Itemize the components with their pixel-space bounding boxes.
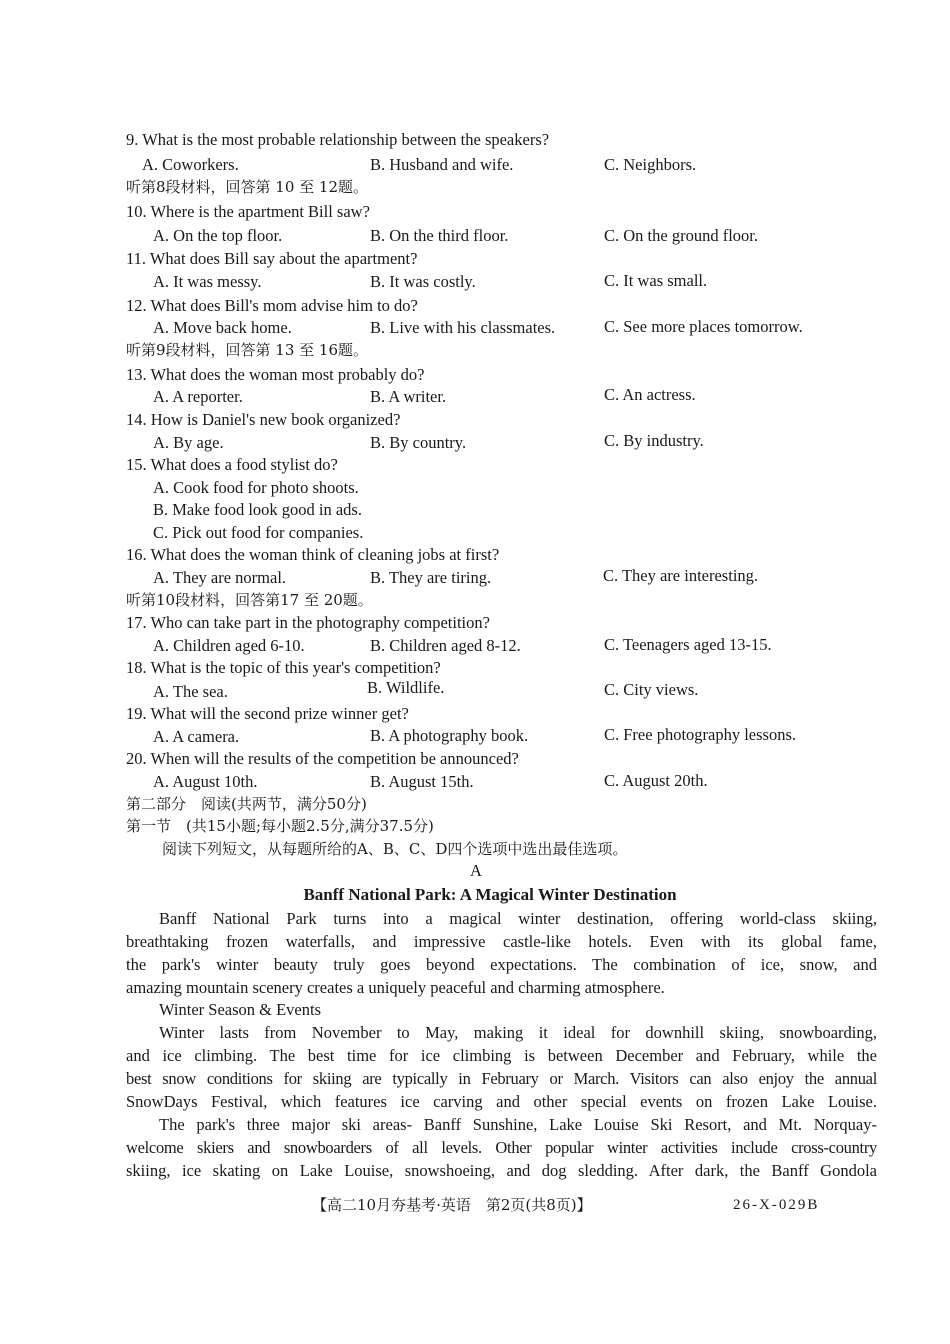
- option-b: B. August 15th.: [370, 772, 474, 791]
- listening-instruction: 听第10段材料，回答第17 至 20题。: [126, 591, 373, 609]
- passage-subheading: Winter Season & Events: [159, 1000, 322, 1019]
- option-a: A. They are normal.: [153, 568, 287, 587]
- passage-line: Banff National Park turns into a magical winter destination, offering world-class skiing,: [159, 909, 877, 928]
- option-a: A. The sea.: [153, 682, 228, 701]
- option-b: B. They are tiring.: [370, 568, 492, 587]
- passage-line: welcome skiers and snowboarders of all levels. Other popular winter activities include cross-country: [126, 1138, 877, 1157]
- passage-line: The park's three major ski areas- Banff Sunshine, Lake Louise Ski Resort, and Mt. Norquay-: [159, 1115, 877, 1134]
- option-a: A. Children aged 6-10.: [153, 636, 305, 655]
- question-16: 16. What does the woman think of cleaning jobs at first?: [126, 545, 500, 564]
- option-b: B. Make food look good in ads.: [153, 500, 362, 519]
- question-12: 12. What does Bill's mom advise him to do?: [126, 296, 418, 315]
- passage-label: A: [470, 861, 482, 880]
- option-a: A. It was messy.: [153, 272, 262, 291]
- option-a: A. On the top floor.: [153, 226, 283, 245]
- question-19: 19. What will the second prize winner get?: [126, 704, 409, 723]
- passage-line: skiing, ice skating on Lake Louise, snowshoeing, and dog sledding. After dark, the Banff Gondola: [126, 1161, 877, 1180]
- part-two-heading: 第二部分 阅读(共两节，满分50分): [126, 795, 367, 813]
- question-13: 13. What does the woman most probably do?: [126, 365, 425, 384]
- question-11: 11. What does Bill say about the apartment?: [126, 249, 418, 268]
- passage-line: the park's winter beauty truly goes beyond expectations. The combination of ice, snow, and: [126, 955, 877, 974]
- option-c: C. Teenagers aged 13-15.: [604, 635, 772, 654]
- option-c: C. See more places tomorrow.: [604, 317, 803, 336]
- option-a: A. A reporter.: [153, 387, 243, 406]
- option-b: B. On the third floor.: [370, 226, 509, 245]
- option-b: B. A photography book.: [370, 726, 529, 745]
- passage-line: Winter lasts from November to May, making it ideal for downhill skiing, snowboarding,: [159, 1023, 877, 1042]
- option-b: B. Children aged 8-12.: [370, 636, 521, 655]
- option-a: A. Cook food for photo shoots.: [153, 478, 359, 497]
- section-one-heading: 第一节 (共15小题;每小题2.5分,满分37.5分): [126, 817, 434, 835]
- option-a: A. Coworkers.: [142, 155, 239, 174]
- option-b: B. Husband and wife.: [370, 155, 514, 174]
- option-c: C. August 20th.: [604, 771, 708, 790]
- passage-line: amazing mountain scenery creates a uniquely peaceful and charming atmosphere.: [126, 978, 665, 997]
- question-20: 20. When will the results of the competition be announced?: [126, 749, 519, 768]
- option-a: A. A camera.: [153, 727, 240, 746]
- option-c: C. Free photography lessons.: [604, 725, 797, 744]
- option-c: C. It was small.: [604, 271, 708, 290]
- passage-line: SnowDays Festival, which features ice carving and other special events on frozen Lake Louise.: [126, 1092, 877, 1111]
- question-14: 14. How is Daniel's new book organized?: [126, 410, 401, 429]
- option-b: B. It was costly.: [370, 272, 476, 291]
- reading-directions: 阅读下列短文，从每题所给的A、B、C、D四个选项中选出最佳选项。: [162, 840, 628, 858]
- passage-line: breathtaking frozen waterfalls, and impressive castle-like hotels. Even with its global fame,: [126, 932, 877, 951]
- option-c: C. Neighbors.: [604, 155, 697, 174]
- listening-instruction: 听第9段材料，回答第 13 至 16题。: [126, 341, 369, 359]
- listening-instruction: 听第8段材料，回答第 10 至 12题。: [126, 178, 369, 196]
- option-b: B. By country.: [370, 433, 467, 452]
- question-17: 17. Who can take part in the photography competition?: [126, 613, 490, 632]
- question-9: 9. What is the most probable relationship between the speakers?: [126, 130, 550, 149]
- option-c: C. By industry.: [604, 431, 704, 450]
- option-c: C. On the ground floor.: [604, 226, 758, 245]
- footer-title: 【高二10月夯基考·英语 第2页(共8页)】: [312, 1196, 592, 1214]
- passage-line: and ice climbing. The best time for ice climbing is between December and February, while the: [126, 1046, 877, 1065]
- option-a: A. By age.: [153, 433, 224, 452]
- question-15: 15. What does a food stylist do?: [126, 455, 338, 474]
- option-c: C. Pick out food for companies.: [153, 523, 364, 542]
- option-a: A. August 10th.: [153, 772, 258, 791]
- option-c: C. They are interesting.: [603, 566, 759, 585]
- passage-line: best snow conditions for skiing are typically in February or March. Visitors can also enjoy the annual: [126, 1069, 877, 1088]
- footer-code: 26-X-029B: [733, 1197, 820, 1213]
- question-18: 18. What is the topic of this year's competition?: [126, 658, 441, 677]
- option-b: B. Wildlife.: [367, 678, 445, 697]
- option-b: B. Live with his classmates.: [370, 318, 556, 337]
- option-c: C. City views.: [604, 680, 699, 699]
- question-10: 10. Where is the apartment Bill saw?: [126, 202, 370, 221]
- option-a: A. Move back home.: [153, 318, 292, 337]
- option-c: C. An actress.: [604, 385, 696, 404]
- option-b: B. A writer.: [370, 387, 447, 406]
- passage-title: Banff National Park: A Magical Winter Destination: [303, 885, 677, 904]
